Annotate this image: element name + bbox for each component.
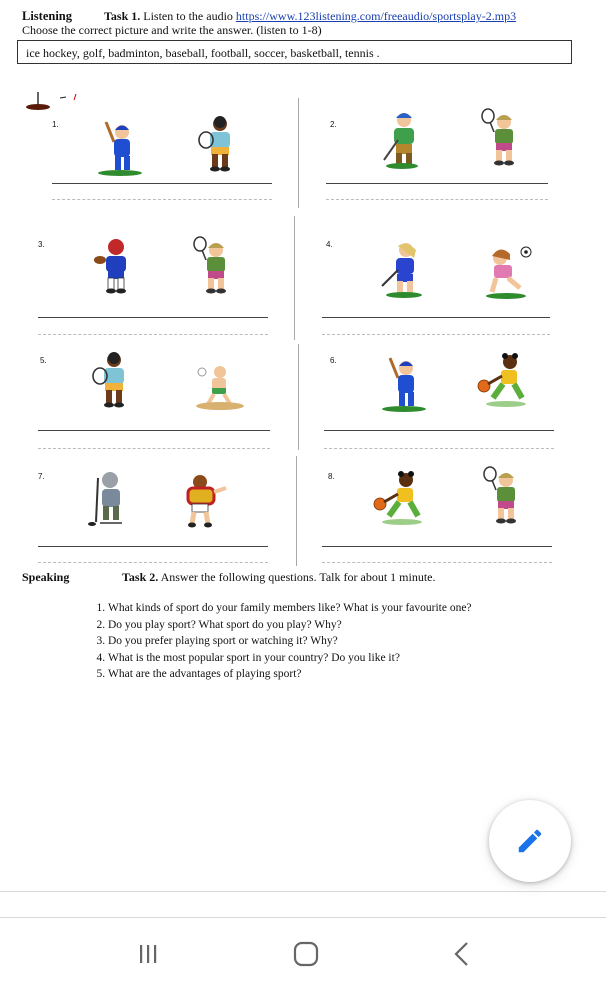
speaking-questions bbox=[86, 600, 488, 683]
soccer-player-picture bbox=[478, 242, 534, 302]
badminton-player-picture bbox=[472, 108, 528, 168]
baseball-player-picture bbox=[92, 118, 148, 178]
item-number: 5. bbox=[40, 356, 47, 365]
football-player-picture bbox=[86, 236, 142, 296]
back-icon bbox=[451, 941, 473, 967]
answer-line-5[interactable] bbox=[38, 430, 270, 431]
baseball-player-picture bbox=[376, 354, 432, 414]
rugby-player-picture bbox=[176, 470, 232, 530]
question-item: 3. Do you prefer playing sport or watching it? Why? bbox=[108, 633, 488, 650]
word-bank: ice hockey, golf, badminton, baseball, football, soccer, basketball, tennis . bbox=[17, 40, 572, 64]
dashed-guide bbox=[38, 334, 268, 335]
divider bbox=[0, 891, 606, 892]
recents-icon bbox=[136, 943, 160, 965]
navigation-bar bbox=[0, 918, 606, 988]
golfer-picture bbox=[374, 110, 430, 170]
column-divider bbox=[298, 98, 299, 208]
answer-line-8[interactable] bbox=[322, 546, 552, 547]
item-number: 2. bbox=[330, 120, 337, 129]
tennis-player-picture bbox=[190, 114, 246, 174]
column-divider bbox=[294, 216, 295, 340]
answer-line-7[interactable] bbox=[38, 546, 268, 547]
question-item: 5. What are the advantages of playing sport? bbox=[108, 666, 488, 683]
item-number: 6. bbox=[330, 356, 337, 365]
pencil-icon bbox=[515, 826, 545, 856]
dashed-guide bbox=[324, 448, 554, 449]
question-item: 1. What kinds of sport do your family members like? What is your favourite one? bbox=[108, 600, 488, 617]
badminton-player-picture bbox=[184, 236, 240, 296]
ink-mark-icon bbox=[24, 90, 84, 114]
item-number: 8. bbox=[328, 472, 335, 481]
column-divider bbox=[298, 344, 299, 450]
listening-label: Listening bbox=[22, 9, 73, 23]
item-number: 1. bbox=[52, 120, 59, 129]
recents-button[interactable] bbox=[118, 932, 178, 976]
question-item: 4. What is the most popular sport in your country? Do you like it? bbox=[108, 650, 488, 667]
task2-label: Task 2. bbox=[122, 570, 159, 584]
dashed-guide bbox=[38, 562, 268, 563]
task1-text: Listen to the audio bbox=[143, 9, 233, 23]
answer-line-2[interactable] bbox=[326, 183, 548, 184]
task1-label: Task 1. bbox=[104, 9, 141, 23]
dashed-guide bbox=[38, 448, 270, 449]
answer-line-1[interactable] bbox=[52, 183, 272, 184]
task1-title bbox=[104, 9, 516, 24]
item-number: 7. bbox=[38, 472, 45, 481]
task2-title bbox=[122, 570, 436, 585]
badminton-player-picture bbox=[474, 466, 530, 526]
question-item: 2. Do you play sport? What sport do you play? Why? bbox=[108, 617, 488, 634]
beach-player-picture bbox=[190, 352, 246, 412]
answer-line-6[interactable] bbox=[324, 430, 554, 431]
home-icon bbox=[293, 941, 319, 967]
item-number: 4. bbox=[326, 240, 333, 249]
basketball-player-picture bbox=[370, 470, 426, 530]
back-button[interactable] bbox=[432, 932, 492, 976]
home-button[interactable] bbox=[276, 932, 336, 976]
task2-text: Answer the following questions. Talk for about 1 minute. bbox=[160, 570, 436, 584]
audio-link[interactable]: https://www.123listening.com/freeaudio/sportsplay-2.mp3 bbox=[235, 9, 517, 23]
hockey-player-picture bbox=[374, 240, 430, 300]
edit-fab-button[interactable] bbox=[489, 800, 571, 882]
item-number: 3. bbox=[38, 240, 45, 249]
ice-hockey-player-picture bbox=[82, 470, 138, 530]
column-divider bbox=[296, 456, 297, 566]
answer-line-4[interactable] bbox=[322, 317, 550, 318]
task1-instruction: Choose the correct picture and write the answer. (listen to 1-8) bbox=[22, 23, 322, 37]
dashed-guide bbox=[322, 334, 550, 335]
dashed-guide bbox=[52, 199, 272, 200]
basketball-player-picture bbox=[474, 352, 530, 412]
speaking-label: Speaking bbox=[22, 570, 70, 584]
dashed-guide bbox=[326, 199, 548, 200]
dashed-guide bbox=[322, 562, 552, 563]
answer-line-3[interactable] bbox=[38, 317, 268, 318]
tennis-player-picture bbox=[84, 350, 140, 410]
